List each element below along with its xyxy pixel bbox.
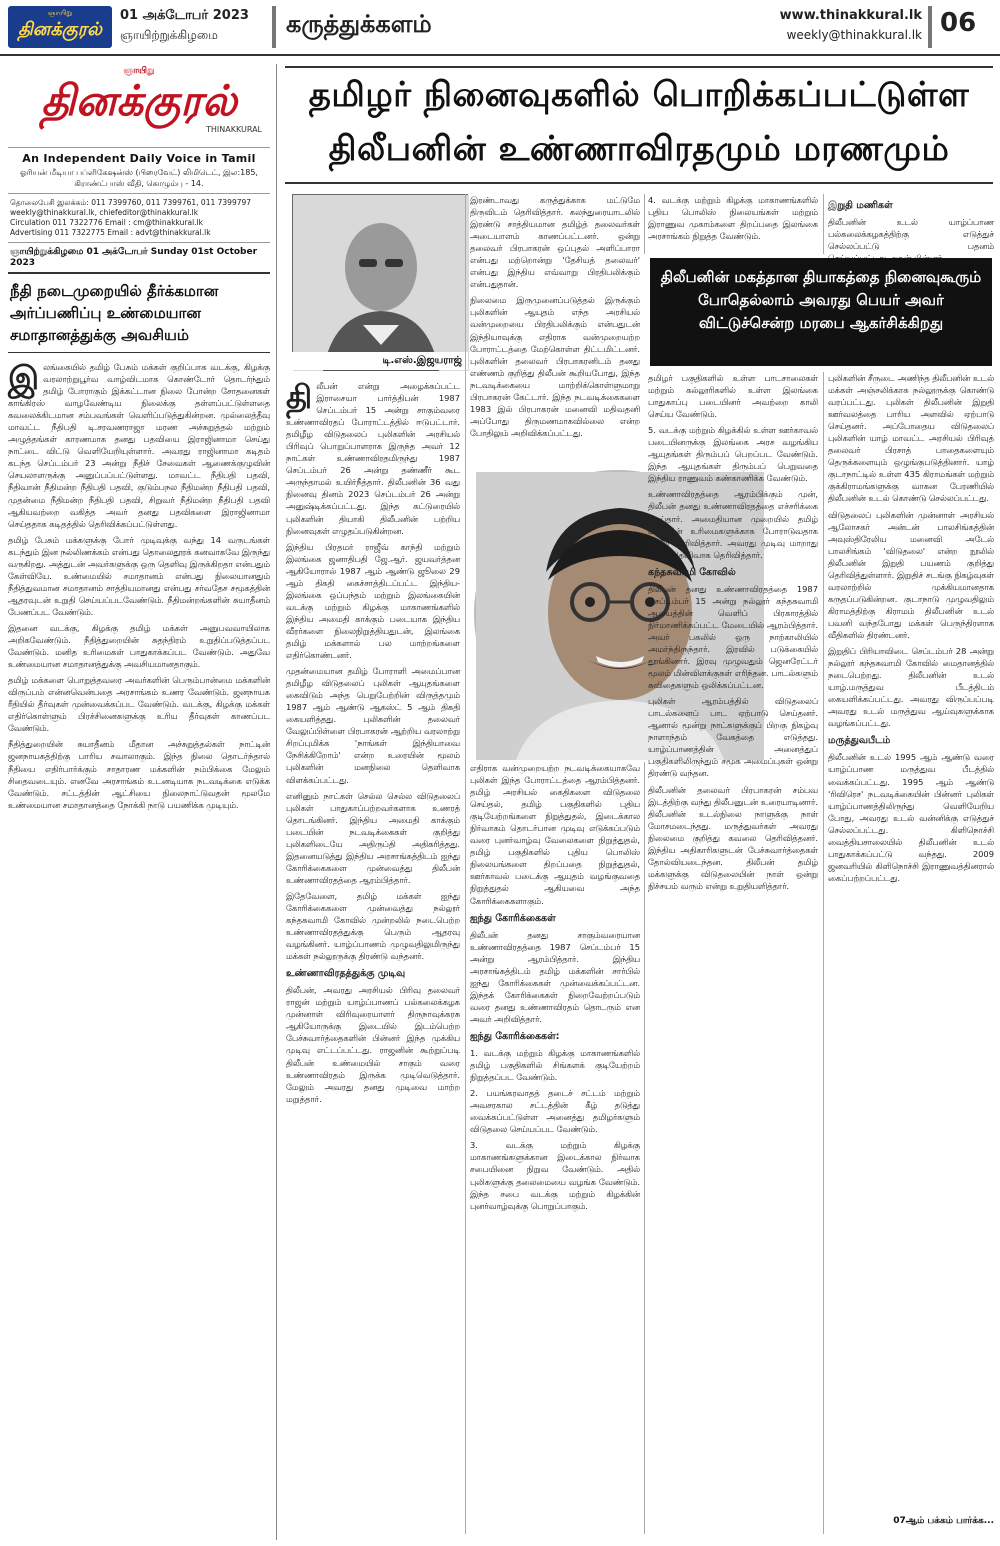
- article-d4: உண்ணாவிரதத்தை ஆரம்பிக்கும் முன், திலீபன் தனது உண்ணாவிரதத்தை எச்சரிக்கை செய்தார். அமைதியான முறையில் தமிழ் மக்களின் உரிமைகளுக்காக போராடுவதாக அவர் அறிவித்தார். அவரது முடிவு மாறாது என்று தெளிவாக தெரிவித்தார்.: [648, 489, 818, 560]
- column-divider: [823, 372, 824, 1534]
- article-d5: திலீபன் தனது உண்ணாவிரதத்தை 1987 செப்டம்பர் 15 அன்று நல்லூர் கந்தசுவாமி ஆலயத்தின் வெளிப் பிரகாரத்தில் நிர்மாணிக்கப்பட்ட மேடையில் ஆரம்பித்தார். அவர் பகலில் ஒரு நாற்காலியில் அமர்ந்திருந்தார். இரவில் படுக்கையில் தூங்கினார். இரவு முழுவதும் ஜெனரேட்டர் மூலம் மின்விளக்குகள் எரிந்தன. பாடல்களும் கவிதைகளும் ஒலிக்கப்பட்டன.: [648, 583, 818, 691]
- author-photo: [292, 194, 468, 370]
- article-b5: இதேவேளை, தமிழ் மக்கள் ஐந்து கோரிக்கைகளை முன்வைத்து நல்லூர் கந்தசுவாமி கோவில் முன்றலில் நடைபெற்ற உண்ணாவிரதத்துக்கு பெரும் ஆதரவு வழங்கினர். யாழ்ப்பாணம் முழுவதிலுமிருந்து மக்கள் நல்லூருக்கு திரண்டு வந்தனர்.: [286, 890, 460, 962]
- article-column-4: [828, 372, 994, 1512]
- section-title: கருத்துக்களம்: [286, 10, 432, 38]
- email-link[interactable]: weekly@thinakkural.lk: [786, 28, 922, 42]
- article-d2: தமிழர் பகுதிகளில் உள்ள பாடசாலைகள் மற்றும் கல்லூரிகளில் உள்ள இலங்கை பாதுகாப்பு படையினர் அவற்றை காலி செய்ய வேண்டும்.: [648, 373, 818, 420]
- headline-line-2: திலீபனின் உண்ணாவிரதமும் மரணமும்: [328, 129, 950, 169]
- author-portrait-icon: [293, 195, 469, 371]
- article-column-2-top: [470, 194, 640, 464]
- article-d6: புலிகள் ஆரம்பத்தில் விடுதலைப் பாடல்களைப் பாட ஏற்பாடு செய்தனர். ஆனால் மூன்று நாட்களுக்குப் பிறகு நிகழ்வு நாளாந்தம் வேகத்தை எடுத்தது. யாழ்ப்பாணத்தின் அனைத்துப் பகுதிகளிலிருந்தும் சமூக அமைப்புகள் ஒன்று திரண்டு வந்தன.: [648, 696, 818, 779]
- continued-on-page-link[interactable]: 07ஆம் பக்கம் பார்க்க...: [893, 1516, 994, 1526]
- subheading-medical-faculty: மருத்துவபீடம்: [828, 735, 891, 747]
- editorial-p3: இதனை வடக்கு, கிழக்கு தமிழ் மக்கள் அனுபவவாயிலாக அறிகவேண்டும். நீதித்துறையின் சுதந்திரம் உறுதிப்படுத்தப்பட வேண்டும். மனித உரிமைகள் பாதுகாக்கப்பட வேண்டும். அதுவே உண்மையான சமாதானத்துக்கு அவசியமானதாகும்.: [8, 622, 270, 670]
- article-c1: இரண்டாவது கருத்துக்காக மட்டுமே திருவிடம் தெரிவித்தார். கலந்துரையாடலில் இரண்டு சாத்தியமான தமிழ்த் தலைவர்கள் அடையாளம் காணப்பட்டனர். ஒன்று தலைவர் பிரபாகரன் ஒப்புதல் அளிப்பாரா என்பது மற்றொன்று 'தேசியத் தலைவர்' என்பது இந்திய எவ்வாறு பிரதிபலிக்கும் என்பதுதான்.: [470, 195, 640, 290]
- editorial-title: நீதி நடைமுறையில் தீர்க்கமான அர்ப்பணிப்பு உண்மையான சமாதானத்துக்கு அவசியம்: [8, 274, 270, 353]
- article-headline: [285, 66, 993, 184]
- article-e5: திலீபனின் உடல் 1995 ஆம் ஆண்டு வரை யாழ்ப்பாண மருத்துவ பீடத்தில் வைக்கப்பட்டது. 1995 ஆம் ஆண்டு 'ரிவிரெச' நடவடிக்கையின் பின்னர் புலிகள் யாழ்ப்பாணத்திலிருந்து வெளியேறிய போது, அவரது உடல் வன்னிக்கு எடுத்துச் செல்லப்பட்டது. கிளிநொச்சி வைத்தியசாலையில் திலீபனின் உடல் பாதுகாக்கப்பட்டு வந்தது. 2009 ஜனவரியில் கிளிநொச்சி இராணுவத்தினரால் கைப்பற்றப்பட்டது.: [828, 752, 994, 883]
- article-column-4-top: [828, 194, 994, 254]
- article-e2: புலிகளின் சீருடை அணிந்த திலீபனின் உடல் மக்கள் அஞ்சலிக்காக நல்லூருக்கு கொண்டு வரப்பட்டது. புலிகள் திலீபனின் இறுதி ஊர்வலத்தை பாரிய அளவில் ஏற்பாடு செய்தனர். அப்போதைய விடுதலைப் புலிகளின் யாழ் மாவட்ட அரசியல் பிரிவுத் தலைவர் பிரசாத் பாதைகளையும் தெருக்களையும் ஒழுங்குபடுத்தினார். யாழ் குடாநாட்டில் உள்ள 435 கிராமங்கள் மற்றும் குக்கிராமங்களுக்கு வாகன பேரணியில் திலீபனின் உடல் கொண்டு செல்லப்பட்டது.: [828, 373, 994, 504]
- editorial-p5: நீதித்துறையின் சுயாதீனம் மீதான அச்சுறுத்தல்கள் நாட்டின் ஜனநாயகத்திற்கு பாரிய சவாலாகும். இந்த நிலை தொடர்ந்தால் நீதியை எதிர்பார்க்கும் சாதாரண மக்களின் நம்பிக்கை மேலும் சிதைவடையும். எனவே அரசாங்கம் உடனடியாக நடவடிக்கை எடுக்க வேண்டும். சட்டத்தின் ஆட்சியை நிலைநாட்டுவதன் மூலமே உண்மையான சமாதானத்தை நோக்கி நாடு பயணிக்க முடியும்.: [8, 739, 270, 810]
- article-d7: திலீபனின் தலைவர் பிரபாகரன் சம்பவ இடத்திற்கு வந்து திலீபனுடன் உரையாடினார். திலீபனின் உடல்நிலை நாளுக்கு நாள் மோசமடைந்தது. மருத்துவர்கள் அவரது நிலைமை குறித்து கவலை தெரிவித்தனர். இந்திய அதிகாரிகளுடன் பேச்சுவார்த்தைகள் தோல்வியடைந்தன. திலீபன் தமிழ் மக்களுக்கு விடுதலையின் நாள் ஒன்று நிச்சயம் வரும் என்று உறுதியளித்தார்.: [648, 784, 818, 891]
- masthead-tagline: An Independent Daily Voice in Tamil: [22, 152, 256, 165]
- article-c2: நிலைமை இருமுனைப்படுத்தல் இருக்கும் புலிகளின் ஆயுதம் எந்த அரசியல் வன்முறையை பிரதிபலிக்கும் என்பதுடன் இந்தியாவுக்கு எதிராக வன்முறையற்ற போராட்டத்தை மேற்கொள்ள திட்டமிட்டனர். புலிகளின் தலைவர் பிரபாகரனிடம் தனது எண்ணம் குறித்து திலீபன் கூறியபோது, இந்த நடவடிக்கையை மாற்றிக்கொள்ளுமாறு பிரபாகரன் கேட்டார். இந்த நடவடிக்கைகளை 1983 இல் பிரபாகரன் மனைவி மதிவதனி அப்போது திருமணமாகவில்லை என்ற போதிலும் அறிவிக்கப்பட்டது.: [470, 295, 640, 438]
- article-paragraph: [286, 380, 460, 537]
- demand-5: 5. வடக்கு மற்றும் கிழக்கில் உள்ள ஊர்காவல் படையினருக்கு இலங்கை அரச வழங்கிய ஆயுதங்கள் திரும்பப் பெறப்பட வேண்டும். இந்த ஆயுதங்கள் திரும்பப் பெறுவதை இந்திய ராணுவம் கண்காணிக்க வேண்டும்.: [648, 425, 818, 484]
- demand-4: 4. வடக்கு மற்றும் கிழக்கு மாகாணங்களில் புதிய பொலிஸ் நிலையங்கள் மற்றும் இராணுவ முகாம்களை திறப்பதை இலங்கை அரசாங்கம் நிறுத்த வேண்டும்.: [648, 195, 818, 242]
- editorial-column: [8, 64, 270, 1540]
- publisher-address: ஓரியன் மீடியா பப்ளிகேஷன்ஸ் (பிரைவேட்) லிமிடெட், இல:185, கிராண்ட்பாஸ் வீதி, கொழும்பு - 14.: [8, 167, 270, 194]
- email-line: weekly@thinakkural.lk, chiefeditor@thinakkural.lk: [10, 208, 199, 217]
- column-divider: [823, 194, 824, 254]
- demand-1: 1. வடக்கு மற்றும் கிழக்கு மாகாணங்களில் தமிழ் பகுதிகளில் சிங்களக் குடியேற்றம் நிறுத்தப்பட வேண்டும்.: [470, 1048, 640, 1083]
- editorial-p1: லங்கையில் தமிழ் பேசும் மக்கள் குறிப்பாக வடக்கு, கிழக்கு வரலாற்றுபூர்வ வாழ்விடமாக கொண்டோர் தொடர்ந்தும் தமிழ் போராகும் இக்கட்டான நிலை போன்ற சோதனைகள் காங்கிரஸ் வாழவேண்டிய நிலைக்கு தள்ளப்பட்டுள்ளதை கவலைக்கிடமான சம்பவங்கள் வெளிப்படுத்துகின்றன. முல்லைத்தீவு மாவட்ட நீதிபதி டி.சரவணராஜா மரண அச்சுறுத்தல் மற்றும் அழுத்தங்கள் காரணமாக தனது பதவியை இராஜினாமா செய்து நாட்டை விட்டு வெளியேறியுள்ளார். அவரது ராஜினாமா கடிதம் கடந்த செப்டம்பர் 23 அன்று நீதிச் சேவைகள் ஆணைக்குழுவின் செயலாளருக்கு அனுப்பப்பட்டுள்ளது. மாவட்ட நீதிபதி பதவி, நீதிவான் நீதிமன்ற நீதிபதி பதவி, குடும்பநல நீதிமன்ற நீதிபதி பதவி, முதன்மை நீதிமன்ற நீதிபதி பதவி, சிறுவர் நீதிமன்ற நீதிபதி பதவி ஆகியவற்றை வகித்த அவர் தனது பதவிகளை இராஜினாமா செய்ததாக கடிதத்தில் தெரிவிக்கப்பட்டுள்ளது.: [8, 362, 270, 529]
- article-column-1: [286, 380, 460, 1530]
- column-divider: [465, 194, 466, 1534]
- masthead-logo: [8, 64, 270, 148]
- editorial-p4: தமிழ் மக்களை பொறுத்தவரை அவர்களின் பெரும்பான்மை மக்களின் விருப்பம் என்னவென்பதை அரசாங்கம் உணர வேண்டும். ஜனநாயக ரீதியில் தீர்வுகள் முன்வைக்கப்பட வேண்டும். வடக்கு, கிழக்கு மக்கள் எதிர்கொள்ளும் பிரச்சினைகளுக்கு உரிய தீர்வுகள் காணப்பட வேண்டும்.: [8, 675, 270, 734]
- article-b3: முதன்மையான தமிழ் போராளி அமைப்பான தமிழீழ விடுதலைப் புலிகள் ஆயுதங்களை கைவிடும் அந்த பெறுபேற்றின் விருத்தமும் 1987 ஆம் ஆண்டு ஆகஸ்ட் 5 ஆம் திகதி கையளித்தது. புலிகளின் தலைவர் வேலுப்பிள்ளை பிரபாகரன் ஆற்றிய வரலாற்று சிறப்புமிக்க 'நாங்கள் இந்தியாவை நேசிக்கிறோம்' என்ற உரையின் மூலம் புலிகளின் மனநிலை தெளிவாக விளக்கப்பட்டது.: [286, 666, 460, 785]
- column-divider: [644, 762, 645, 1534]
- masthead-small: ஞாயிறு: [123, 66, 155, 76]
- article-c4: திலீபன் தனது சாகும்வரையான உண்ணாவிரதத்தை 1987 செப்டம்பர் 15 அன்று ஆரம்பித்தார். இந்திய அரசாங்கத்திடம் தமிழ் மக்களின் சார்பில் ஐந்து கோரிக்கைகள் முன்வைக்கப்பட்டன. இந்தக் கோரிக்கைகள் நிறைவேற்றப்படும் வரை தனது உண்ணாவிரதம் தொடரும் என அவர் அறிவித்தார்.: [470, 929, 640, 1024]
- subheading-end-of-fast: உண்ணாவிரதத்துக்கு முடிவு: [286, 968, 406, 980]
- article-column-3: [648, 372, 818, 1534]
- issue-date: ஞாயிற்றுக்கிழமை 01 அக்டோபர் Sunday 01st October 2023: [8, 243, 270, 274]
- article-b2: இந்திய பிரதமர் ராஜீவ் காந்தி மற்றும் இலங்கை ஜனாதிபதி ஜே.ஆர். ஜயவர்த்தன ஆகியோரால் 1987 ஆம் ஆண்டு ஜூலை 29 ஆம் திகதி கைச்சாத்திடப்பட்ட இந்திய-இலங்கை ஒப்பந்தம் மற்றும் இலங்கையின் வடக்கு மற்றும் கிழக்கு மாகாணங்களில் இந்திய அமைதி காக்கும் படையாக இந்திய வீரர்களை நிலைநிறுத்தியதுடன், இலங்கை தமிழ் மக்களால் பல மாற்றங்களை எதிர்கொண்டனர்.: [286, 541, 460, 661]
- header-logo-name: தினக்குரல்: [18, 19, 102, 40]
- article-b6: திலீபன், அவரது அரசியல் பிரிவு தலைவர் ராஜன் மற்றும் யாழ்ப்பாணப் பல்கலைக்கழக முன்னாள் விரிவுரையாளர் திருநாவுக்கரசு ஆகியோருக்கு இடையில் இடம்பெற்ற பேச்சுவார்த்தைகளின் பின்னர் இந்த முக்கிய முடிவு எட்டப்பட்டது. ராஜனின் கூற்றுப்படி திலீபன் உண்மையில் சாகும் வரை உண்ணாவிரதம் இருக்க முடிவெடுத்தார். மேலும் அவரது தனது முடிவை மாற்ற மறுத்தார்.: [286, 985, 460, 1104]
- pull-quote: [650, 258, 992, 366]
- editorial-dropcap: இ: [8, 359, 40, 397]
- editorial-body: [8, 353, 270, 811]
- author-caption: டி.எஸ்.இஜயராஜ்: [292, 352, 468, 370]
- header-logo-small: ஞாயிறு: [47, 9, 73, 17]
- demand-2: 2. பயங்கரவாதத் தடைச் சட்டம் மற்றும் அவசரகால சட்டத்தின் கீழ் தடுத்து வைக்கப்பட்டுள்ள அனைத்து தமிழர்களும் விடுதலை செய்யப்பட வேண்டும்.: [470, 1088, 640, 1135]
- column-divider: [644, 194, 645, 254]
- headline-line-1: தமிழர் நினைவுகளில் பொறிக்கப்பட்டுள்ள: [308, 75, 970, 115]
- subheading-final-hours: இறுதி மணிகள்: [828, 200, 893, 211]
- article-column-3-top: [648, 194, 818, 254]
- subheading-kandaswamy-temple: கந்தசுவாமி கோவில்: [648, 566, 736, 578]
- contact-block: [8, 194, 270, 243]
- column-divider: [276, 64, 277, 1540]
- demand-3: 3. வடக்கு மற்றும் கிழக்கு மாகாணங்களுக்கான இடைக்கால நிர்வாக சபையினை நிறுவ வேண்டும். அதில் புலிகளுக்கு தலைமையை வழங்க வேண்டும். இந்த சபை வடக்கு மற்றும் கிழக்கின் புனர்வாழ்வுக்கு பொறுப்பாகும்.: [470, 1140, 640, 1211]
- subheading-five-demands-list: ஐந்து கோரிக்கைகள்:: [470, 1030, 560, 1042]
- article-e3: விடுதலைப் புலிகளின் முன்னாள் அரசியல் ஆலோசகர் அன்டன் பாலசிங்கத்தின் அவுஸ்திரேலிய மனைவி அடேல் பாலசிங்கம் 'விடுதலை' என்ற நூலில் திலீபனின் இறுதி பயணம் குறித்து தெரிவித்துள்ளார். இறுதிச் சடங்கு நிகழ்வுகள் வரலாற்றில் முக்கியமானதாக கருதப்படுகின்றன. குடாநாடு முழுவதிலும் கிராமத்திற்கு கிராமம் திலீபனின் உடல் பவனி வந்தபோது மக்கள் பெருந்திரளாக வீதிகளில் திரண்டனர்.: [828, 509, 994, 640]
- website-link[interactable]: www.thinakkural.lk: [779, 8, 922, 23]
- editorial-p2: தமிழ் பேசும் மக்களுக்கு போர் முடிவுக்கு வந்து 14 வருடங்கள் கடந்தும் இன நல்லிணக்கம் என்பது தொலைதூரக் கனவாகவே இருந்து வருகிறது. அத்துடன் அவர்களுக்கு ஒரு தெளிவு இருக்கிறதா என்பதும் கேள்வியே. உண்மையில் சமாதானம் என்பது நிலையானதும் நீதித்துவமான சமாதானம் சாத்தியமானது என்பது சர்வதேச சமூகத்தின் ஆதரவுடன் உறுதி செய்யப்படவேண்டும். நீதிமன்றங்களின் சுயாதீனம் பேணப்பட வேண்டும்.: [8, 534, 270, 617]
- page-header: [0, 0, 1000, 56]
- editorial-paragraph: [8, 361, 270, 530]
- advertising-line: Advertising 011 7322775 Email : advt@thinakkural.lk: [10, 228, 211, 237]
- article-e4: இறுதிப் பிரியாவிடை செப்டம்பர் 28 அன்று நல்லூர் கந்தசுவாமி கோவில் மைதானத்தில் நடைபெற்றது. திலீபனின் உடல் யாழ்.மருத்துவ பீடத்திடம் கையளிக்கப்பட்டது. அவரது விருப்பப்படி அவரது உடல் மருத்துவ ஆய்வுகளுக்காக வழங்கப்பட்டது.: [828, 646, 994, 729]
- article-column-2-bottom: [470, 762, 640, 1534]
- article-c3: எதிராக வன்முறையற்ற நடவடிக்கையாகவே புலிகள் இந்த போராட்டத்தை ஆரம்பித்தனர். தமிழ் அரசியல் கைதிகளை விடுதலை செய்தல், தமிழ் பகுதிகளில் புதிய குடியேற்றங்களை நிறுத்துதல், இடைக்கால நிர்வாகம் தொடர்பான முடிவு எடுக்கப்படும் வரை புனர்வாழ்வு வேலைகளை நிறுத்துதல், தமிழ் பகுதிகளில் புதிய பொலிஸ் நிலையங்களை திறப்பதை நிறுத்துதல், ஊர்காவல் படைக்கு ஆயுதம் வழங்குவதை நிறுத்துதல் ஆகியவை அந்த கோரிக்கைகளாகும்.: [470, 763, 640, 906]
- header-day: ஞாயிற்றுக்கிழமை: [120, 28, 218, 42]
- header-divider-right: [928, 6, 932, 48]
- article-b4: எனினும் நாட்கள் செல்ல செல்ல விடுதலைப் புலிகள் பாதுகாப்பற்றவர்களாக உணரத் தொடங்கினர். இந்திய அமைதி காக்கும் படையின் நடவடிக்கைகள் குறித்து புலிகளிடையே அதிருப்தி அதிகரித்தது. இதனையடுத்து இந்திய அரசாங்கத்திடம் ஐந்து கோரிக்கைகளை முன்வைத்து திலீபன் உண்ணாவிரதத்தை ஆரம்பித்தார்.: [286, 790, 460, 885]
- page-number: 06: [940, 8, 977, 38]
- masthead-name: தினக்குரல்: [41, 76, 237, 125]
- header-logo: [8, 6, 112, 48]
- article-e1: திலீபனின் உடல் யாழ்ப்பாண பல்கலைக்கழகத்திற்கு எடுத்துச் செல்லப்பட்டு பதனம்: [828, 217, 994, 252]
- header-date: 01 அக்டோபர் 2023: [120, 8, 249, 23]
- article-dropcap: தி: [286, 378, 313, 416]
- masthead-tag: THINAKKURAL: [205, 125, 262, 134]
- circulation-line: Circulation 011 7322776 Email : cm@thinakkural.lk: [10, 218, 203, 227]
- subheading-five-demands: ஐந்து கோரிக்கைகள்: [470, 912, 556, 924]
- phone-line: தொலைபேசி இலக்கம்: 011 7399760, 011 7399761, 011 7399797: [10, 198, 252, 207]
- pull-quote-text: திலீபனின் மகத்தான தியாகத்தை நினைவுகூரும் போதெல்லாம் அவரது பெயர் அவர் விட்டுச்சென்ற மரபை ஆகர்சிக்கிறது: [660, 268, 982, 332]
- article-b1: லீபன் என்று அழைக்கப்பட்ட இராசையா பார்த்திபன் 1987 செப்டம்பர் 15 அன்று சாகும்வரை உண்ணாவிரதப் போராட்டத்தில் ஈடுபட்டார். தமிழீழ விடுதலைப் புலிகளின் அரசியல் பிரிவுப் பொறுப்பாளராக இருந்த அவர் 12 நாட்கள் உண்ணாவிரதமிருந்து 1987 செப்டம்பர் 26 அன்று தண்ணீர் கூட அருந்தாமல் உயிர்நீத்தார். திலீபனின் 36 வது நினைவு தினம் 2023 செப்டம்பர் 26 அன்று அனுஷ்டிக்கப்பட்டது. இந்த கட்டுரையில் புலிகளின் தியாகி திலீபனின் பற்றிய நினைவுகள் எழுதப்படுகின்றன.: [286, 381, 460, 536]
- header-divider: [272, 6, 276, 48]
